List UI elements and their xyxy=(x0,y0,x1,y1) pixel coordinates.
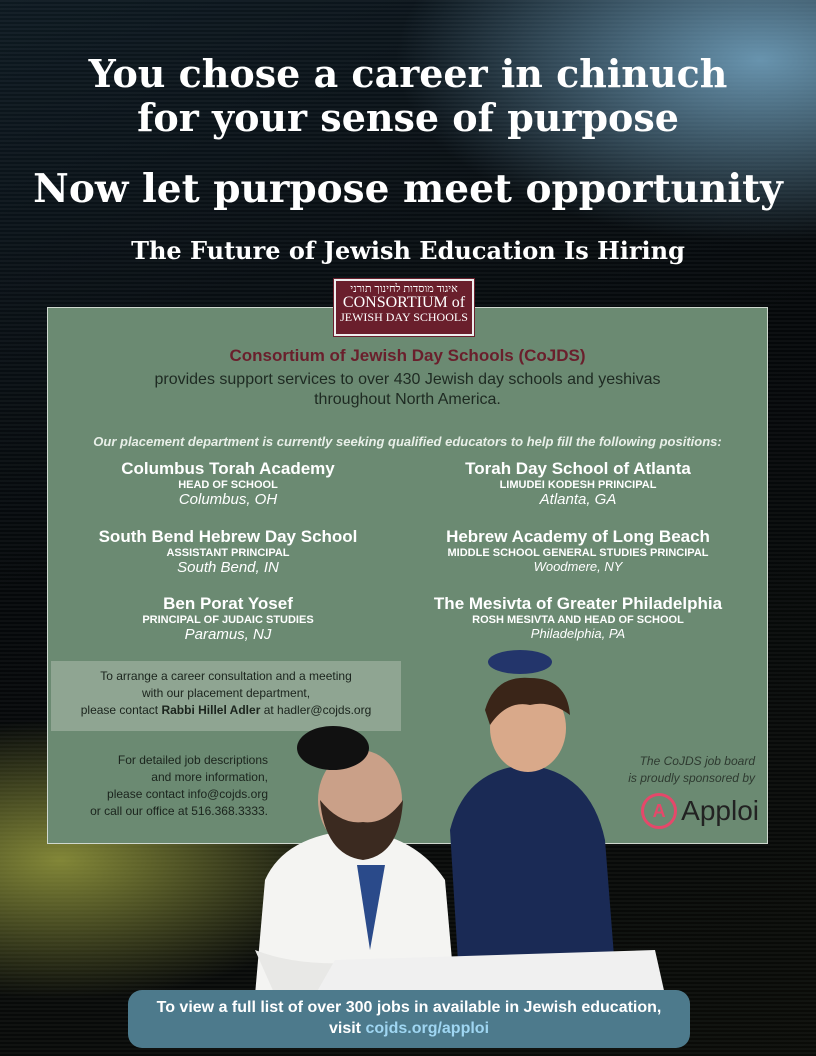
headline-top xyxy=(0,52,816,140)
job-school: Torah Day School of Atlanta xyxy=(465,459,691,478)
job-place: South Bend, IN xyxy=(177,559,279,576)
logo-hebrew: איגוד מוסדות לחינוך תורני xyxy=(350,283,458,295)
banner-visit-pre: visit xyxy=(328,1020,366,1037)
contact-name: Rabbi Hillel Adler xyxy=(161,703,261,717)
details-text xyxy=(78,752,268,820)
cojds-logo xyxy=(334,279,474,336)
apploi-icon: A xyxy=(641,793,677,829)
apploi-wordmark: Apploi xyxy=(681,795,759,826)
sponsor-line: is proudly sponsored by xyxy=(628,771,755,785)
job-listing xyxy=(63,594,393,643)
details-line: and more information, xyxy=(151,770,268,784)
headline-main: Now let purpose meet opportunity xyxy=(33,166,783,212)
cta-banner xyxy=(128,990,690,1048)
job-place: Paramus, NJ xyxy=(184,626,272,643)
job-role: ASSISTANT PRINCIPAL xyxy=(166,547,290,559)
logo-line-1: CONSORTIUM of xyxy=(342,294,466,311)
contact-line: To arrange a career consultation and a meeting xyxy=(100,669,352,683)
details-line: For detailed job descriptions xyxy=(117,753,268,767)
headline-line-2: for your sense of purpose xyxy=(137,95,679,140)
job-listing xyxy=(413,527,743,574)
org-name: Consortium of Jewish Day Schools (CoJDS) xyxy=(229,346,586,365)
job-school: Hebrew Academy of Long Beach xyxy=(446,527,710,546)
contact-line: with our placement department, xyxy=(141,686,311,700)
banner-visit xyxy=(128,1018,690,1039)
apploi-link[interactable]: cojds.org/apploi xyxy=(365,1020,490,1037)
details-phone: or call our office at 516.368.3333. xyxy=(90,804,268,818)
job-school: Columbus Torah Academy xyxy=(121,459,335,478)
logo-line-2: JEWISH DAY SCHOOLS xyxy=(340,310,468,324)
job-place: Woodmere, NY xyxy=(533,559,623,574)
job-listing xyxy=(63,459,393,508)
job-place: Philadelphia, PA xyxy=(530,626,626,641)
seeking-text: Our placement department is currently seeking qualified educators to help fill the following positions: xyxy=(93,434,722,449)
man-figure xyxy=(255,726,455,995)
job-role: LIMUDEI KODESH PRINCIPAL xyxy=(499,479,657,491)
banner-text: To view a full list of over 300 jobs in available in Jewish education, xyxy=(156,999,662,1016)
job-school: The Mesivta of Greater Philadelphia xyxy=(433,594,723,613)
job-school: Ben Porat Yosef xyxy=(163,594,293,613)
headline-sub: The Future of Jewish Education Is Hiring xyxy=(131,236,685,265)
teacher-student-photo xyxy=(245,650,665,995)
contact-pre: please contact xyxy=(80,703,162,717)
job-listing xyxy=(413,459,743,508)
job-role: ROSH MESIVTA AND HEAD OF SCHOOL xyxy=(472,614,684,626)
job-school: South Bend Hebrew Day School xyxy=(98,527,358,546)
boy-figure xyxy=(450,650,617,995)
job-listing xyxy=(63,527,393,576)
job-place: Atlanta, GA xyxy=(539,491,617,508)
details-email[interactable]: please contact info@cojds.org xyxy=(107,787,268,801)
job-role: HEAD OF SCHOOL xyxy=(178,479,278,491)
job-role: PRINCIPAL OF JUDAIC STUDIES xyxy=(142,614,314,626)
job-listing xyxy=(413,594,743,641)
contact-email[interactable]: at hadler@cojds.org xyxy=(260,703,372,717)
headline-line-1: You chose a career in chinuch xyxy=(88,51,728,96)
sponsor-line: The CoJDS job board xyxy=(639,754,755,768)
org-description: provides support services to over 430 Jewish day schools and yeshivas throughout North America. xyxy=(154,371,661,408)
job-place: Columbus, OH xyxy=(178,491,278,508)
job-role: MIDDLE SCHOOL GENERAL STUDIES PRINCIPAL xyxy=(447,547,709,559)
